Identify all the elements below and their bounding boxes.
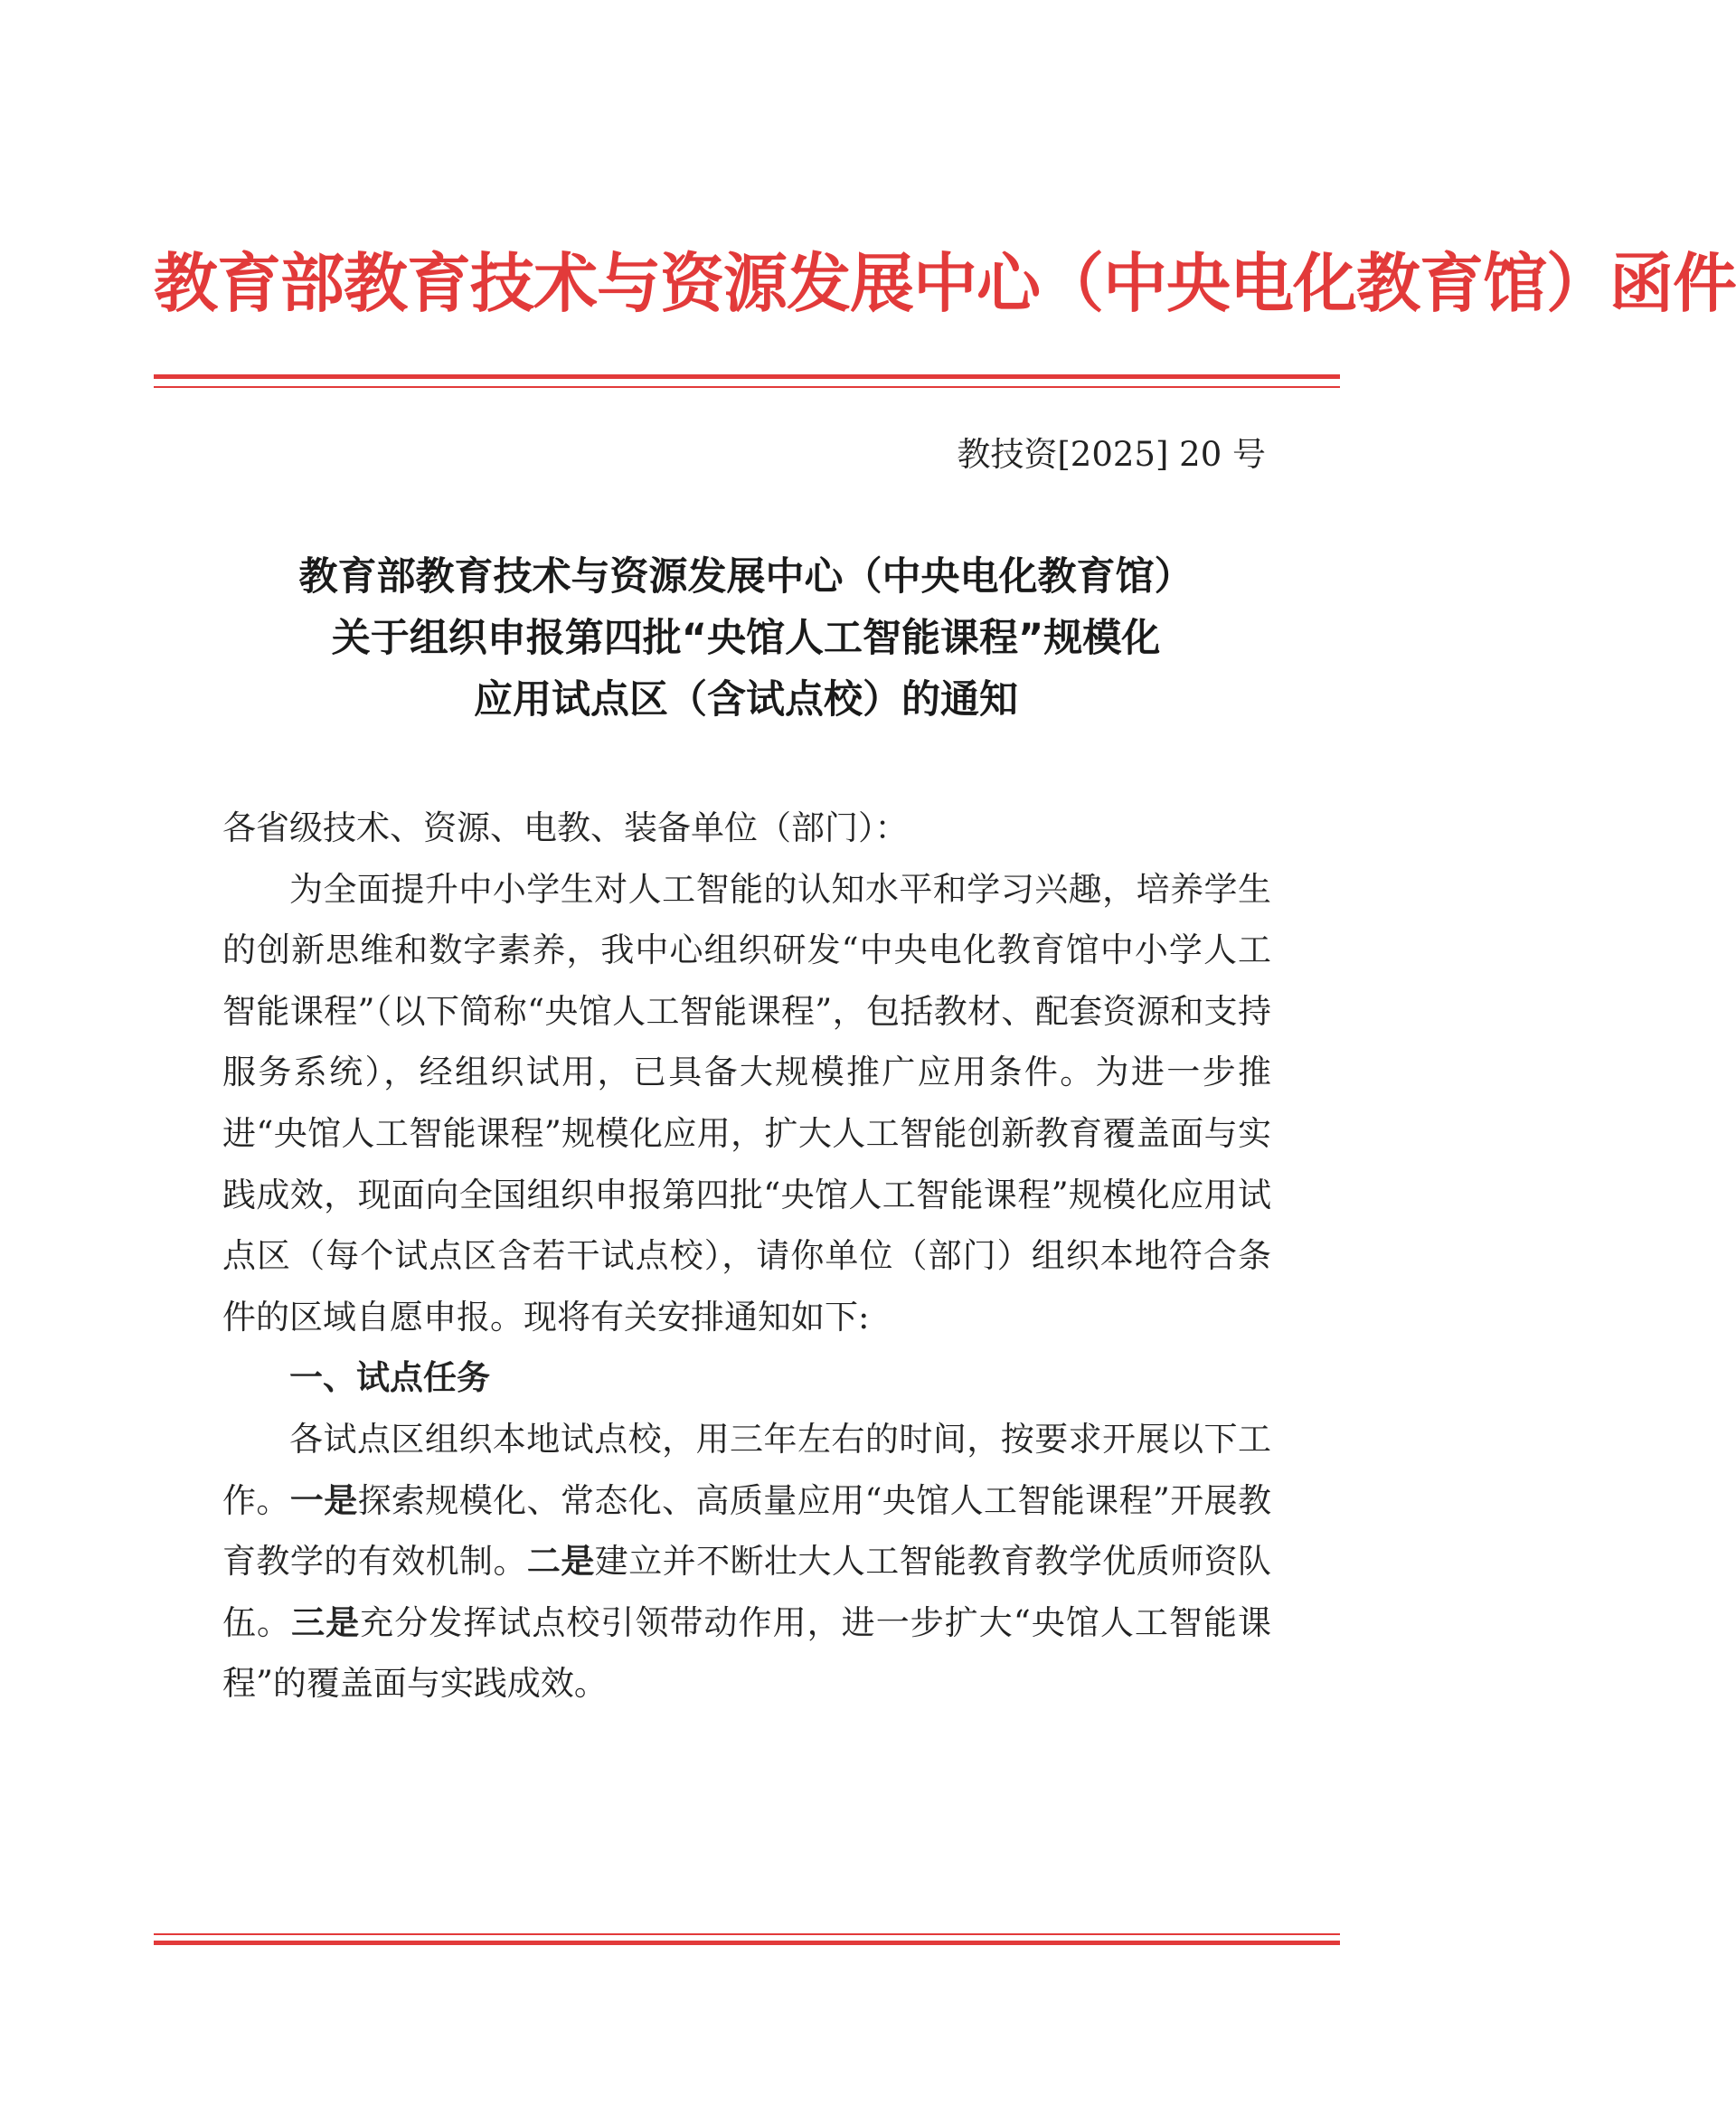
document-title-line: 应用试点区（含试点校）的通知 [474, 677, 1018, 723]
intro-paragraph: 为全面提升中小学生对人工智能的认知水平和学习兴趣，培养学生的创新思维和数字素养，我中心组织研发“中央电化教育馆中小学人工智能课程”（以下简称“央馆人工智能课程”，包括教材、配套资源和支持服务系统），经组织试用，已具备大规模推广应用条件。为进一步推进“央馆人工智能课程”规模化应用，扩大人工智能创新教育覆盖面与实践成效，现面向全国组织申报第四批“央馆人工智能课程”规模化应用试点区（每个试点区含若干试点校），请你单位（部门）组织本地符合条件的区域自愿申报。现将有关安排通知如下: [222, 869, 1271, 1337]
emphasis-label: 二是 [526, 1542, 595, 1582]
letterhead-rule-thin [154, 386, 1340, 388]
section-text: 各试点区组织本地试点校，用三年左右的时间，按要求开展以下工作。 [222, 1419, 1271, 1520]
document-body [222, 798, 1271, 1715]
document-title-line: 关于组织申报第四批“央馆人工智能课程”规模化 [331, 616, 1161, 661]
document-title [154, 546, 1338, 731]
document-title-line: 教育部教育技术与资源发展中心（中央电化教育馆） [298, 554, 1194, 600]
footer-rule-thick [154, 1941, 1340, 1945]
salutation: 各省级技术、资源、电教、装备单位（部门）： [222, 808, 909, 847]
section-heading: 一、试点任务 [289, 1358, 490, 1398]
section-text: 充分发挥试点校引领带动作用，进一步扩大“央馆人工智能课程”的覆盖面与实践成效。 [222, 1602, 1272, 1704]
section-text: 建立并不断壮大人工智能教育教学优质师资队伍。 [222, 1542, 1272, 1642]
emphasis-label: 一是 [289, 1480, 358, 1520]
footer-rule-thin [154, 1933, 1340, 1935]
section-paragraph [222, 1409, 1271, 1715]
emphasis-label: 三是 [291, 1602, 361, 1642]
document-number: 教技资[2025] 20 号 [957, 435, 1266, 474]
letterhead-title: 教育部教育技术与资源发展中心（中央电化教育馆）函件 [154, 245, 1736, 321]
section-text: 探索规模化、常态化、高质量应用“央馆人工智能课程”开展教育教学的有效机制。 [222, 1480, 1272, 1582]
letterhead-rule-thick [154, 374, 1340, 379]
